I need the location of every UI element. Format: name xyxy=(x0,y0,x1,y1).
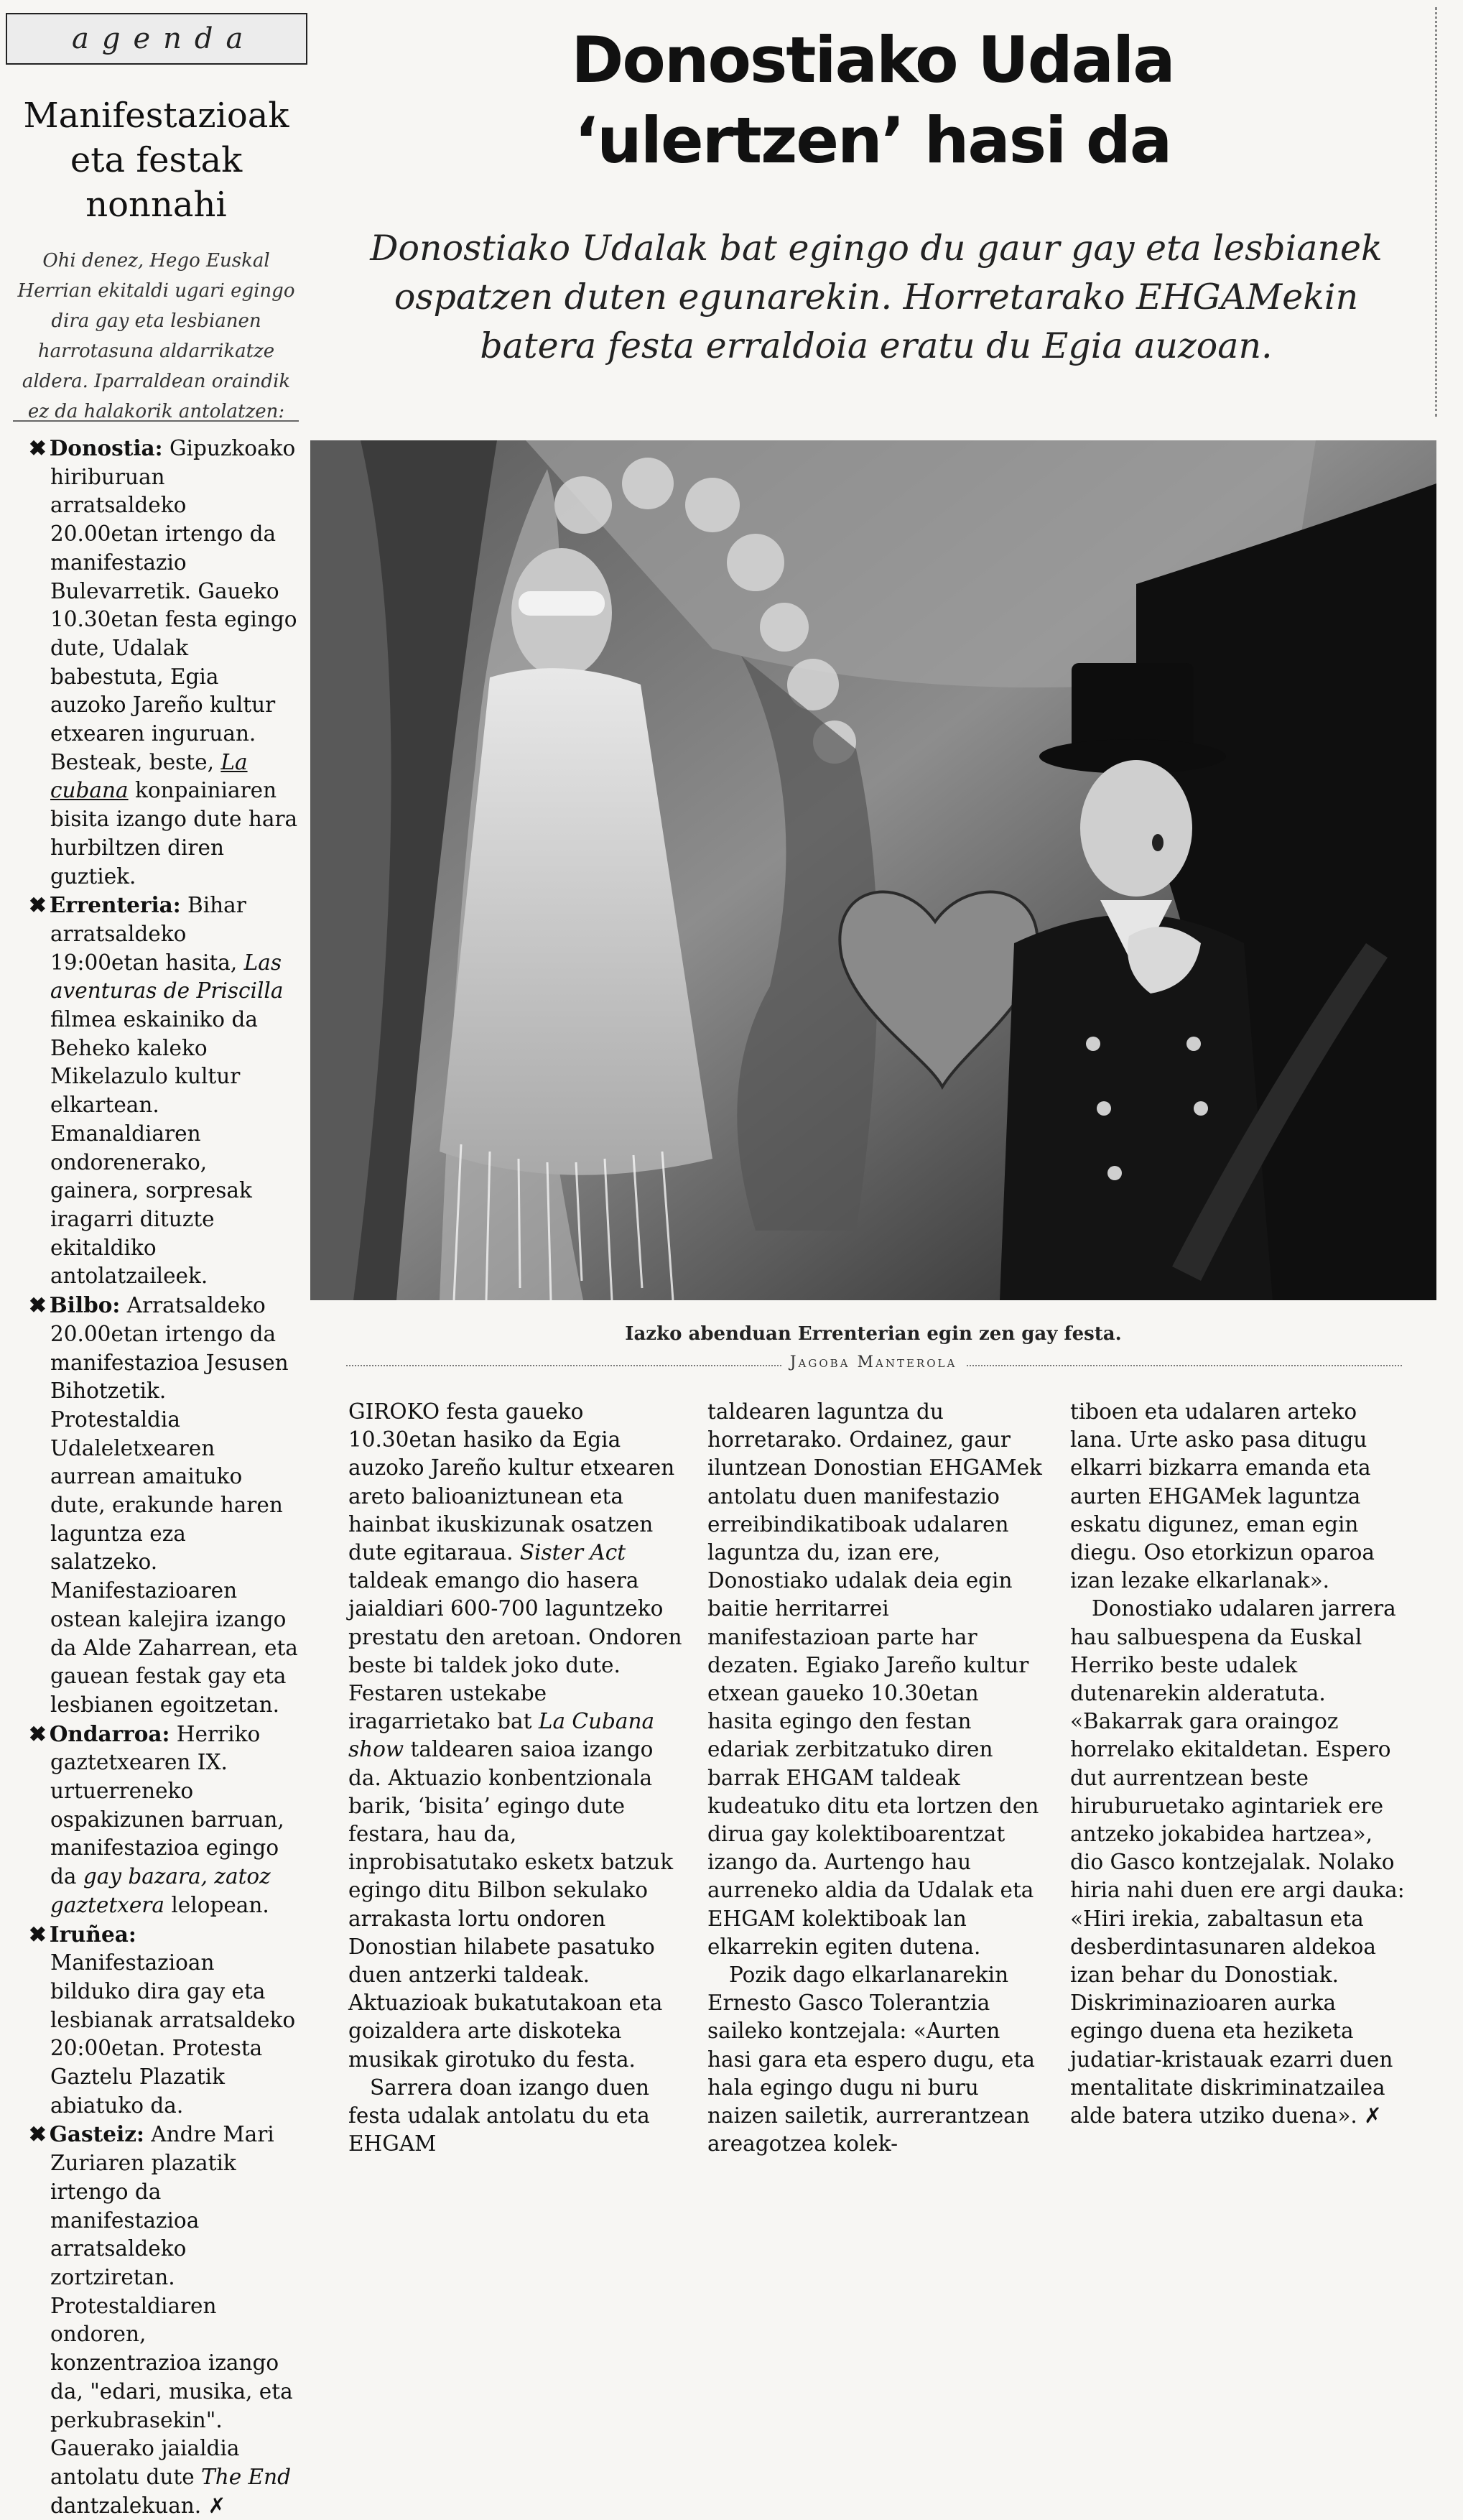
agenda-intro: Ohi denez, Hego Euskal Herrian ekitaldi ugari egingo dira gay eta lesbianen harrotasuna aldarrikatze aldera. Iparraldean oraindik ez da halakorik antolatzen: xyxy=(17,250,295,422)
entry-city: Ondarroa: xyxy=(49,1720,170,1746)
photo-credit-wrap xyxy=(310,1353,1436,1371)
agenda-entry-iruñea xyxy=(19,1920,299,2121)
column-1-paragraph-2: Sarrera doan izango duen festa udalak antolatu du eta EHGAM xyxy=(348,2075,650,2157)
column-3-paragraph-1: tiboen eta udalaren arteko lana. Urte asko pasa ditugu elkarri bizkarra emanda eta aurten EHGAMek laguntza eskatu digunez, eman egin diegu. Oso etorkizun oparoa izan lezake elkarlanak». xyxy=(1070,1399,1375,1593)
photo-credit: Jagoba Manterola xyxy=(781,1353,966,1371)
italic-text: La Cubana show xyxy=(348,1709,655,1762)
entry-text-end: konpainiaren bisita izango dute hara hurbiltzen diren guztiek. xyxy=(50,778,298,889)
article-column-3 xyxy=(1070,1398,1411,2130)
cross-icon: ✖ xyxy=(29,892,47,918)
agenda-entry-donostia xyxy=(19,434,299,891)
entry-city: Donostia: xyxy=(49,435,163,460)
entry-city: Bilbo: xyxy=(49,1292,121,1318)
agenda-label: agenda xyxy=(6,13,307,65)
italic-text: Sister Act xyxy=(519,1540,626,1565)
entry-italic: gay bazara, zatoz gaztetxera xyxy=(50,1864,271,1917)
entry-text: Gipuzkoako hiriburuan arratsaldeko 20.00etan irtengo da manifestazio Bulevarretik. Gaueko 10.30etan festa egingo dute, Udalak babestuta, Egia auzoko Jareño kultur etxearen inguruan. Besteak, beste, xyxy=(50,436,297,774)
photo-illustration xyxy=(310,440,1436,1300)
agenda-title xyxy=(14,93,298,227)
entry-italic: The End xyxy=(201,2464,291,2489)
entry-underlined: La cubana xyxy=(50,749,248,803)
article-column-2 xyxy=(707,1398,1045,2158)
agenda-entries xyxy=(19,434,299,2520)
entry-city: Iruñea: xyxy=(49,1921,136,1947)
entry-city: Gasteiz: xyxy=(49,2121,144,2147)
agenda-entry-gasteiz xyxy=(19,2120,299,2520)
cross-icon: ✖ xyxy=(29,1720,47,1746)
headline-line-2: ‘ulertzen’ hasi da xyxy=(574,103,1171,177)
column-2-paragraph-1: taldearen laguntza du horretarako. Ordainez, gaur iluntzean Donostian EHGAMek antolatu duen manifestazio erreibindikatiboak udalaren laguntza du, izan ere, Donostiako udalak deia egin baitie herritarrei manifestazioan parte har dezaten. Egiako Jareño kultur etxean gaueko 10.30etan hasita egingo den festan edariak zerbitzatuko diren barrak EHGAM taldeak kudeatuko ditu eta lortzen den dirua gay kolektiboarentzat izango da. Aurtengo hau aurreneko aldia da Udalak eta EHGAM kolektiboak lan elkarrekin egiten dutena. xyxy=(707,1399,1042,1959)
entry-city: Errenteria: xyxy=(49,892,181,918)
photo-caption: Iazko abenduan Errenterian egin zen gay festa. xyxy=(625,1323,1122,1345)
article-headline xyxy=(316,20,1429,181)
entry-italic: Las aventuras de Priscilla xyxy=(50,950,284,1004)
entry-text-end: lelopean. xyxy=(171,1892,269,1917)
agenda-entry-errenteria xyxy=(19,891,299,1291)
entry-text-end: dantzalekuan. ✗ xyxy=(50,2493,226,2518)
agenda-entry-bilbo xyxy=(19,1291,299,1720)
agenda-divider xyxy=(13,420,299,422)
agenda-title-line-3: nonnahi xyxy=(85,185,227,225)
entry-text: Arratsaldeko 20.00etan irtengo da manifestazioa Jesusen Bihotzetik. Protestaldia Udaleletxearen aurrean amaituko dute, erakunde haren laguntza eza salatzeko. Manifestazioaren ostean kalejira izango da Alde Zaharrean, eta gauean festak gay eta lesbianen egoitzetan. xyxy=(50,1293,298,1717)
text: taldeak emango dio hasera jaialdiari 600-700 laguntzeko prestatu den aretoan. Ondoren beste bi taldek joko dute. Festaren ustekabe iragarrietako bat xyxy=(348,1568,682,1734)
cross-icon: ✖ xyxy=(29,1292,47,1318)
entry-text: Manifestazioan bilduko dira gay eta lesbianak arratsaldeko 20:00etan. Protesta Gaztelu Plazatik abiatuko da. xyxy=(50,1950,296,2118)
entry-text: Bihar arratsaldeko 19:00etan hasita, xyxy=(50,893,246,975)
column-3-paragraph-2: Donostiako udalaren jarrera hau salbuespena da Euskal Herriko beste udalek dutenarekin alderatuta. «Bakarrak gara oraingoz horrelako ekitaldetan. Espero dut aurrentzean beste hiruburuetako agintariek ere antzeko jokabidea hartzea», dio Gasco kontzejalak. Nolako hiria nahi duen ere argi dauka: «Hiri irekia, zabaltasun eta desberdintasunaren aldekoa izan behar du Donostiak. Diskriminazioaren aurka egingo duena eta heziketa judatiar-kristauak ezarri duen mentalitate diskriminatzailea alde batera utziko duena». ✗ xyxy=(1070,1596,1405,2128)
cross-icon: ✖ xyxy=(29,435,47,460)
text: GIROKO festa gaueko 10.30etan hasiko da Egia auzoko Jareño kultur etxearen areto balioaniztunean eta hainbat ikuskizunak osatzen dute egitaraua. xyxy=(348,1399,675,1565)
entry-text: Herriko gaztetxearen IX. urtuerreneko ospakizunen barruan, manifestazioa egingo da xyxy=(50,1721,284,1889)
cross-icon: ✖ xyxy=(29,2121,47,2147)
entry-text-end: filmea eskainiko da Beheko kaleko Mikelazulo kultur elkartean. Emanaldiaren ondorenerako, gainera, sorpresak iragarri dituzte ekitaldiko antolatzaileek. xyxy=(50,1007,258,1289)
agenda-entry-ondarroa xyxy=(19,1720,299,1920)
column-1-paragraph-1 xyxy=(348,1398,689,2074)
article-column-1 xyxy=(348,1398,689,2158)
cross-icon: ✖ xyxy=(29,1921,47,1947)
text: taldearen saioa izango da. Aktuazio konbentzionala barik, ‘bisita’ egingo dute festara, hau da, inprobisatutako esketx batzuk egingo ditu Bilbon sekulako arrakasta lortu ondoren Donostian hilabete pasatuko duen antzerki taldeak. Aktuazioak bukatutakoan eta goizaldera arte diskoteka musikak girotuko du festa. xyxy=(348,1737,674,2072)
agenda-title-line-1: Manifestazioak xyxy=(23,96,289,136)
headline-line-1: Donostiako Udala xyxy=(571,23,1174,97)
column-separator xyxy=(1435,7,1437,417)
agenda-title-line-2: eta festak xyxy=(70,140,243,180)
column-2-paragraph-2: Pozik dago elkarlanarekin Ernesto Gasco Tolerantzia saileko kontzejala: «Aurten hasi gara eta espero dugu, eta hala egingo dugu ni buru naizen sailetik, aurrerantzean areagotzea kolek- xyxy=(707,1963,1035,2157)
article-photo xyxy=(310,440,1436,1300)
entry-text: Andre Mari Zuriaren plazatik irtengo da manifestazioa arratsaldeko zortziretan. Protestaldiaren ondoren, konzentrazioa izango da, "edari, musika, eta perkubrasekin". Gauerako jaialdia antolatu dute xyxy=(50,2122,293,2489)
article-subtitle: Donostiako Udalak bat egingo du gaur gay eta lesbianek ospatzen duten egunarekin. Horretarako EHGAMekin batera festa erraldoia eratu du Egia auzoan. xyxy=(370,228,1383,366)
